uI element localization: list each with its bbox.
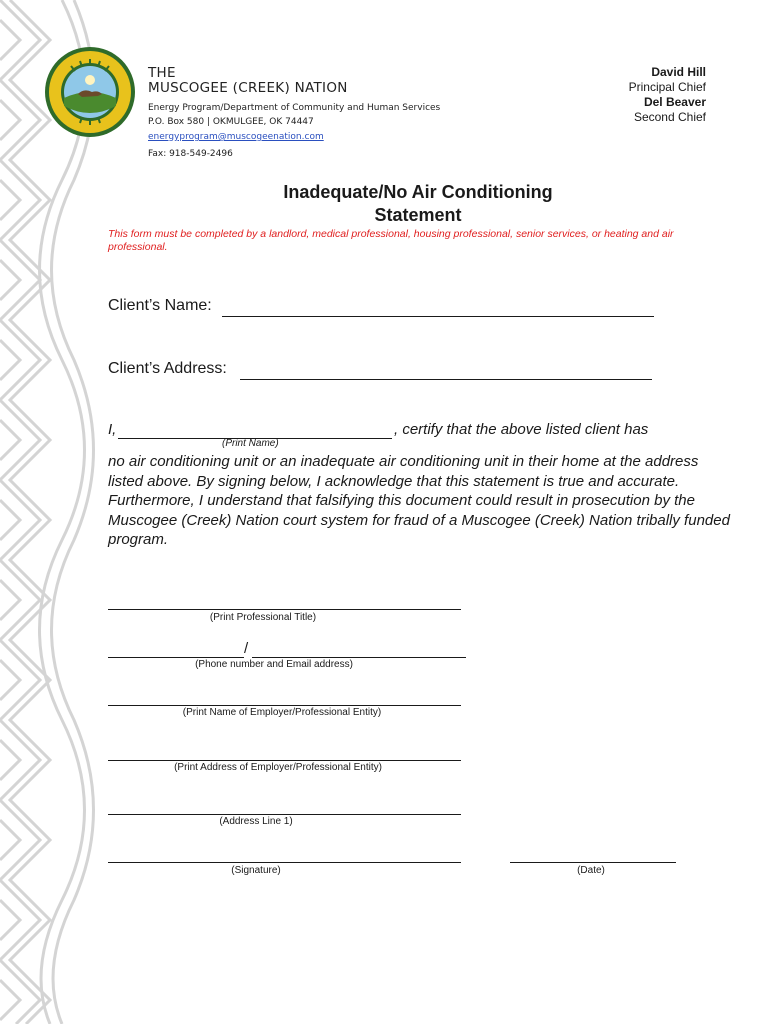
po-box-line: P.O. Box 580 | OKMULGEE, OK 74447 bbox=[148, 117, 314, 127]
employer-name-field[interactable] bbox=[108, 689, 461, 706]
form-title-line2: Statement bbox=[374, 205, 462, 225]
professional-title-field[interactable] bbox=[108, 593, 461, 610]
phone-email-caption: (Phone number and Email address) bbox=[195, 659, 353, 670]
second-chief-name: Del Beaver bbox=[643, 95, 706, 109]
client-address-label: Client’s Address: bbox=[108, 360, 227, 377]
date-field[interactable] bbox=[510, 846, 676, 863]
second-chief-title: Second Chief bbox=[633, 110, 706, 124]
date-caption: (Date) bbox=[577, 865, 605, 876]
address-line1-caption: (Address Line 1) bbox=[219, 816, 293, 827]
great-seal-logo bbox=[44, 46, 136, 138]
print-name-caption: (Print Name) bbox=[222, 438, 279, 449]
org-name: MUSCOGEE (CREEK) NATION bbox=[148, 80, 348, 96]
professional-title-caption: (Print Professional Title) bbox=[209, 612, 317, 623]
employer-address-field[interactable] bbox=[108, 744, 461, 761]
form-title-line1: Inadequate/No Air Conditioning bbox=[283, 182, 553, 202]
address-line1-field[interactable] bbox=[108, 798, 461, 815]
print-name-field[interactable] bbox=[118, 420, 392, 439]
signature-caption: (Signature) bbox=[231, 865, 281, 876]
form-instruction: This form must be completed by a landlord, medical professional, housing professional, senior services, or heating and air professional. bbox=[108, 228, 674, 253]
org-name-the: THE bbox=[148, 65, 176, 81]
client-address-field[interactable] bbox=[240, 361, 652, 380]
client-name-label: Client’s Name: bbox=[108, 297, 212, 314]
employer-name-caption: (Print Name of Employer/Professional Entity) bbox=[182, 707, 382, 718]
phone-email-separator: / bbox=[244, 640, 249, 657]
form-title bbox=[108, 181, 728, 227]
statement-paragraph: no air conditioning unit or an inadequate air conditioning unit in their home at the address listed above. By signing below, I acknowledge that this statement is true and accurate. Furthermore, I understand that falsifying this document could result in prosecution by the Muscogee (Creek) Nation court system for fraud of a Muscogee (Creek) Nation tribally funded program. bbox=[108, 453, 730, 548]
leadership-block bbox=[506, 65, 706, 125]
phone-number-field[interactable] bbox=[108, 641, 244, 658]
principal-chief-title: Principal Chief bbox=[628, 80, 706, 94]
decorative-border-art bbox=[0, 0, 100, 1024]
email-link[interactable]: energyprogram@muscogeenation.com bbox=[148, 132, 324, 142]
signature-field[interactable] bbox=[108, 846, 461, 863]
principal-chief-name: David Hill bbox=[651, 65, 706, 79]
client-name-field[interactable] bbox=[222, 298, 654, 317]
fax-line: Fax: 918-549-2496 bbox=[148, 149, 233, 159]
email-address-field[interactable] bbox=[252, 641, 466, 658]
certify-prefix: I, bbox=[108, 421, 117, 438]
department-line: Energy Program/Department of Community and Human Services bbox=[148, 103, 441, 113]
employer-address-caption: (Print Address of Employer/Professional Entity) bbox=[174, 762, 382, 773]
certify-suffix: , certify that the above listed client has bbox=[394, 421, 649, 438]
